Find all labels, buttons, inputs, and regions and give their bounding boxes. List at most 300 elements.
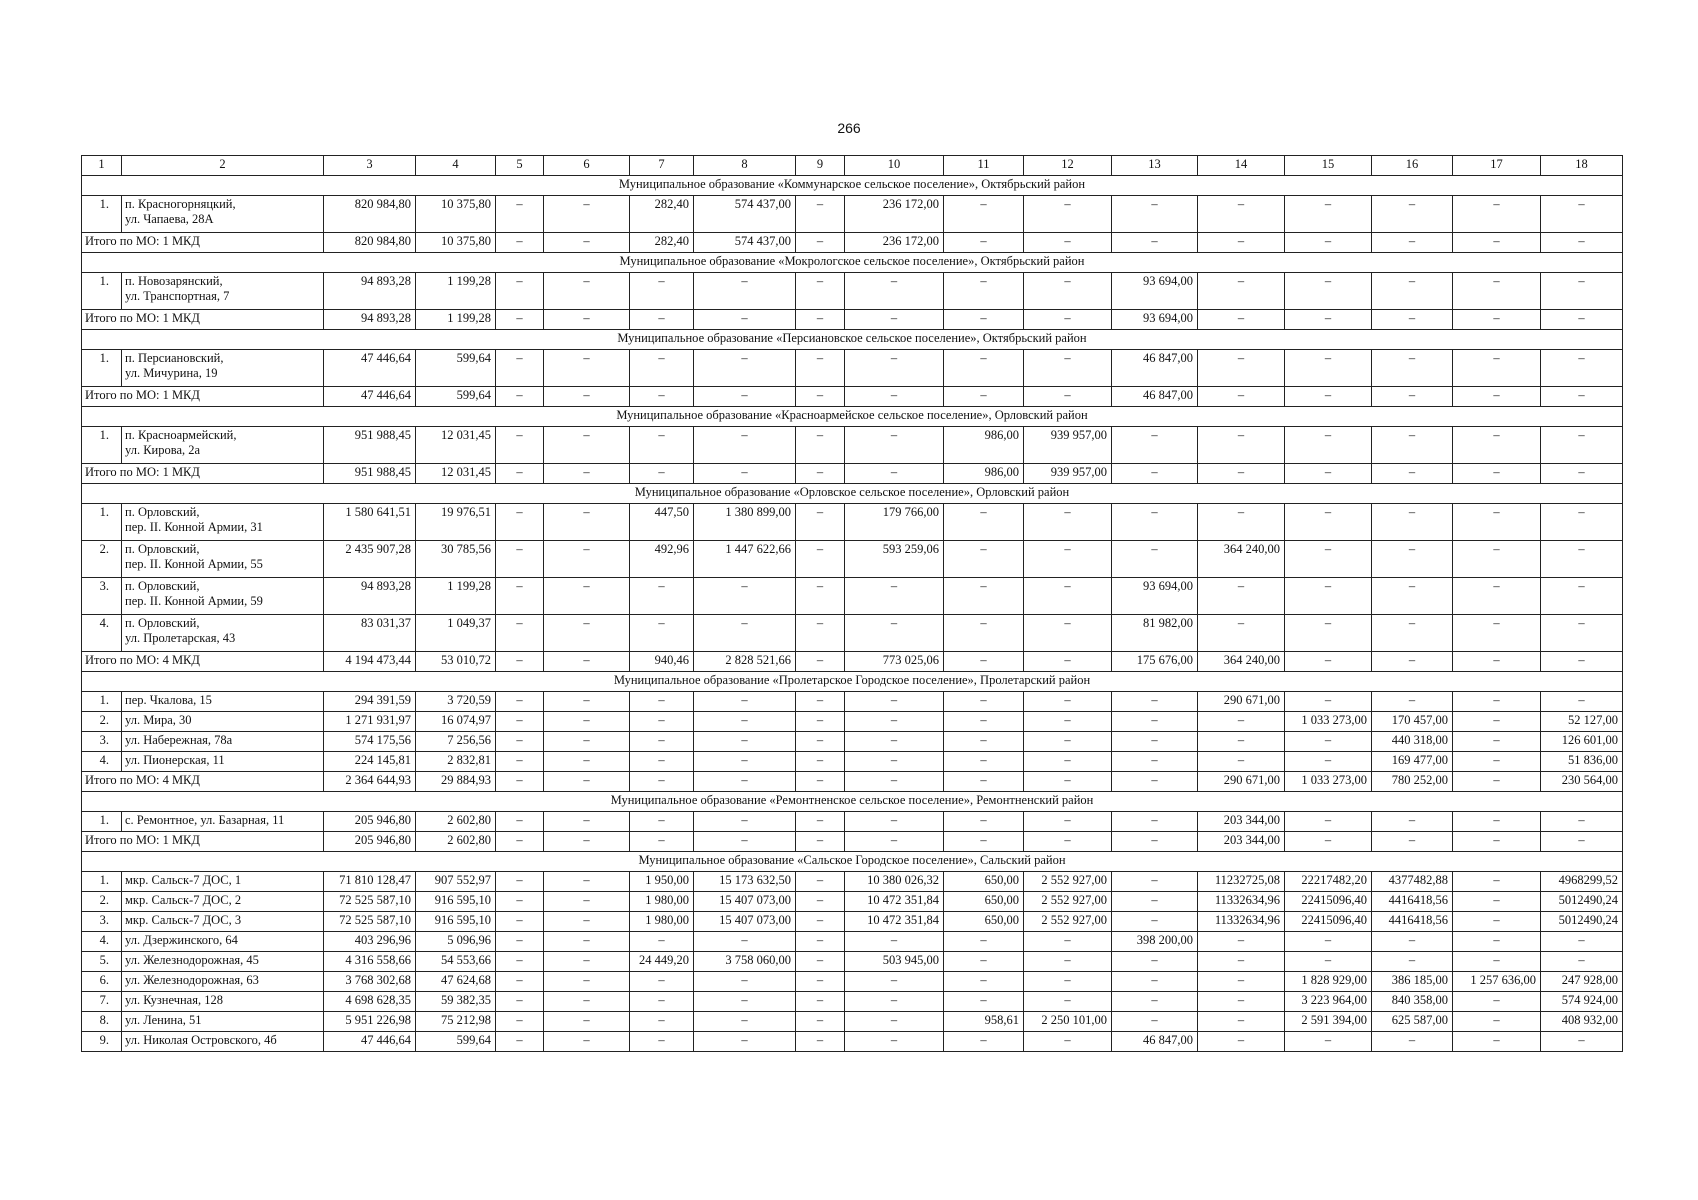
value-cell: – [544, 892, 630, 912]
row-index: 6. [82, 972, 122, 992]
total-value-cell: – [1024, 652, 1112, 672]
value-cell: – [1285, 732, 1372, 752]
row-index: 1. [82, 350, 122, 387]
value-cell: – [1024, 273, 1112, 310]
value-cell: 503 945,00 [845, 952, 944, 972]
value-cell: – [1541, 1032, 1623, 1052]
value-cell: – [544, 350, 630, 387]
value-cell: – [1198, 992, 1285, 1012]
value-cell: 650,00 [944, 892, 1024, 912]
section-title-row [82, 852, 1623, 872]
value-cell: – [1112, 504, 1198, 541]
value-cell: – [630, 992, 694, 1012]
table-row [82, 427, 1623, 464]
total-value-cell: – [1024, 387, 1112, 407]
value-cell: – [845, 712, 944, 732]
value-cell: 1 980,00 [630, 892, 694, 912]
value-cell: – [1372, 196, 1453, 233]
total-value-cell: – [944, 652, 1024, 672]
value-cell: 650,00 [944, 912, 1024, 932]
value-cell: 364 240,00 [1198, 541, 1285, 578]
total-value-cell: 940,46 [630, 652, 694, 672]
value-cell: – [944, 350, 1024, 387]
value-cell: 5 096,96 [416, 932, 496, 952]
value-cell: 2 832,81 [416, 752, 496, 772]
value-cell: – [544, 712, 630, 732]
value-cell: – [496, 952, 544, 972]
value-cell: – [796, 273, 845, 310]
section-title-row [82, 792, 1623, 812]
value-cell: – [1198, 712, 1285, 732]
value-cell: – [1112, 752, 1198, 772]
value-cell: – [544, 578, 630, 615]
total-value-cell: – [1024, 310, 1112, 330]
total-value-cell: – [694, 310, 796, 330]
value-cell: – [1198, 952, 1285, 972]
value-cell: 1 980,00 [630, 912, 694, 932]
value-cell: 10 380 026,32 [845, 872, 944, 892]
value-cell: – [1372, 504, 1453, 541]
value-cell: 46 847,00 [1112, 1032, 1198, 1052]
value-cell: – [1453, 872, 1541, 892]
total-value-cell: – [1285, 652, 1372, 672]
total-value-cell: – [944, 310, 1024, 330]
value-cell: 47 624,68 [416, 972, 496, 992]
value-cell: – [796, 912, 845, 932]
value-cell: – [1198, 732, 1285, 752]
value-cell: – [496, 273, 544, 310]
value-cell: – [845, 992, 944, 1012]
column-number-cell: 1 [82, 156, 122, 176]
value-cell: – [1198, 273, 1285, 310]
total-value-cell: – [1372, 464, 1453, 484]
total-value-cell: 2 828 521,66 [694, 652, 796, 672]
row-index: 1. [82, 872, 122, 892]
value-cell: 1 950,00 [630, 872, 694, 892]
total-value-cell: 939 957,00 [1024, 464, 1112, 484]
table-row [82, 273, 1623, 310]
value-cell: – [796, 504, 845, 541]
total-value-cell: 29 884,93 [416, 772, 496, 792]
total-value-cell: 230 564,00 [1541, 772, 1623, 792]
table-row [82, 912, 1623, 932]
table-row [82, 1032, 1623, 1052]
total-value-cell: – [630, 832, 694, 852]
value-cell: – [1024, 504, 1112, 541]
value-cell: – [1453, 812, 1541, 832]
value-cell: – [630, 932, 694, 952]
value-cell: – [1285, 952, 1372, 972]
row-index: 4. [82, 615, 122, 652]
value-cell: – [845, 932, 944, 952]
total-value-cell: 12 031,45 [416, 464, 496, 484]
total-row [82, 233, 1623, 253]
total-value-cell: – [496, 652, 544, 672]
value-cell: 4416418,56 [1372, 892, 1453, 912]
value-cell: – [496, 196, 544, 233]
value-cell: – [544, 1012, 630, 1032]
value-cell: – [1372, 578, 1453, 615]
total-value-cell: 599,64 [416, 387, 496, 407]
value-cell: – [1198, 615, 1285, 652]
value-cell: 71 810 128,47 [324, 872, 416, 892]
total-value-cell: – [1372, 310, 1453, 330]
value-cell: – [1112, 427, 1198, 464]
total-row [82, 652, 1623, 672]
total-value-cell: – [544, 387, 630, 407]
column-number-cell: 5 [496, 156, 544, 176]
value-cell: – [944, 273, 1024, 310]
value-cell: 2 435 907,28 [324, 541, 416, 578]
value-cell: – [796, 952, 845, 972]
total-value-cell: – [845, 772, 944, 792]
value-cell: – [944, 952, 1024, 972]
total-value-cell: 282,40 [630, 233, 694, 253]
value-cell: – [845, 350, 944, 387]
value-cell: – [496, 812, 544, 832]
value-cell: 840 358,00 [1372, 992, 1453, 1012]
value-cell: – [544, 952, 630, 972]
total-value-cell: 10 375,80 [416, 233, 496, 253]
total-value-cell: – [1541, 464, 1623, 484]
value-cell: 19 976,51 [416, 504, 496, 541]
total-value-cell: – [1024, 233, 1112, 253]
total-value-cell: – [845, 310, 944, 330]
value-cell: 1 271 931,97 [324, 712, 416, 732]
row-index: 1. [82, 273, 122, 310]
value-cell: – [944, 692, 1024, 712]
value-cell: 1 447 622,66 [694, 541, 796, 578]
value-cell: – [1453, 615, 1541, 652]
total-value-cell: – [496, 310, 544, 330]
column-number-cell: 12 [1024, 156, 1112, 176]
total-value-cell: – [544, 772, 630, 792]
total-label: Итого по МО: 1 МКД [82, 387, 324, 407]
value-cell: 1 033 273,00 [1285, 712, 1372, 732]
value-cell: – [630, 350, 694, 387]
value-cell: – [845, 427, 944, 464]
total-value-cell: – [1372, 387, 1453, 407]
value-cell: 4 316 558,66 [324, 952, 416, 972]
total-value-cell: 2 602,80 [416, 832, 496, 852]
value-cell: 403 296,96 [324, 932, 416, 952]
value-cell: – [630, 692, 694, 712]
value-cell: – [796, 692, 845, 712]
value-cell: – [1198, 350, 1285, 387]
value-cell: 93 694,00 [1112, 273, 1198, 310]
total-value-cell: – [544, 233, 630, 253]
total-value-cell: 47 446,64 [324, 387, 416, 407]
row-index: 8. [82, 1012, 122, 1032]
value-cell: – [1198, 932, 1285, 952]
value-cell: 2 591 394,00 [1285, 1012, 1372, 1032]
value-cell: – [1285, 692, 1372, 712]
value-cell: – [1541, 427, 1623, 464]
value-cell: – [1453, 273, 1541, 310]
address-cell: пер. Чкалова, 15 [122, 692, 324, 712]
total-value-cell: 574 437,00 [694, 233, 796, 253]
column-number-cell: 14 [1198, 156, 1285, 176]
value-cell: – [496, 1012, 544, 1032]
value-cell: – [1112, 732, 1198, 752]
value-cell: 5012490,24 [1541, 912, 1623, 932]
value-cell: – [496, 872, 544, 892]
section-title-row [82, 253, 1623, 273]
table-row [82, 892, 1623, 912]
total-value-cell: 364 240,00 [1198, 652, 1285, 672]
value-cell: – [544, 912, 630, 932]
address-cell: п. Красноармейский, ул. Кирова, 2а [122, 427, 324, 464]
total-value-cell: – [1198, 387, 1285, 407]
value-cell: 16 074,97 [416, 712, 496, 732]
value-cell: – [845, 732, 944, 752]
total-value-cell: 93 694,00 [1112, 310, 1198, 330]
value-cell: – [544, 872, 630, 892]
total-value-cell: – [1112, 832, 1198, 852]
value-cell: 11332634,96 [1198, 912, 1285, 932]
value-cell: 59 382,35 [416, 992, 496, 1012]
value-cell: – [544, 932, 630, 952]
total-value-cell: – [796, 387, 845, 407]
total-value-cell: 820 984,80 [324, 233, 416, 253]
total-row [82, 832, 1623, 852]
total-value-cell: – [1024, 772, 1112, 792]
total-value-cell: – [796, 310, 845, 330]
value-cell: 1 580 641,51 [324, 504, 416, 541]
total-value-cell: – [1372, 652, 1453, 672]
total-value-cell: – [1372, 233, 1453, 253]
value-cell: – [944, 615, 1024, 652]
value-cell: – [1285, 504, 1372, 541]
value-cell: – [496, 504, 544, 541]
value-cell: – [796, 972, 845, 992]
value-cell: – [496, 752, 544, 772]
total-value-cell: – [630, 387, 694, 407]
value-cell: – [630, 972, 694, 992]
section-title-row [82, 672, 1623, 692]
value-cell: 2 552 927,00 [1024, 912, 1112, 932]
column-number-cell: 11 [944, 156, 1024, 176]
table-row [82, 504, 1623, 541]
value-cell: – [694, 972, 796, 992]
table-row [82, 972, 1623, 992]
page-number: 266 [837, 120, 861, 136]
value-cell: – [944, 932, 1024, 952]
value-cell: – [796, 732, 845, 752]
address-cell: ул. Пионерская, 11 [122, 752, 324, 772]
value-cell: – [694, 350, 796, 387]
value-cell: 10 472 351,84 [845, 912, 944, 932]
value-cell: – [1198, 972, 1285, 992]
address-cell: мкр. Сальск-7 ДОС, 2 [122, 892, 324, 912]
total-label: Итого по МО: 4 МКД [82, 652, 324, 672]
value-cell: – [1453, 1012, 1541, 1032]
value-cell: 10 472 351,84 [845, 892, 944, 912]
value-cell: – [944, 1032, 1024, 1052]
value-cell: 22415096,40 [1285, 892, 1372, 912]
value-cell: – [1024, 692, 1112, 712]
row-index: 3. [82, 578, 122, 615]
value-cell: – [796, 712, 845, 732]
value-cell: 574 437,00 [694, 196, 796, 233]
total-label: Итого по МО: 1 МКД [82, 832, 324, 852]
value-cell: – [1453, 578, 1541, 615]
value-cell: – [1541, 196, 1623, 233]
section-title: Муниципальное образование «Персиановское сельское поселение», Октябрьский район [82, 330, 1623, 350]
address-cell: ул. Ленина, 51 [122, 1012, 324, 1032]
value-cell: 75 212,98 [416, 1012, 496, 1032]
value-cell: 958,61 [944, 1012, 1024, 1032]
value-cell: – [1453, 912, 1541, 932]
table-row [82, 692, 1623, 712]
value-cell: – [496, 972, 544, 992]
value-cell: – [1372, 541, 1453, 578]
column-number-cell: 2 [122, 156, 324, 176]
value-cell: – [630, 615, 694, 652]
value-cell: 170 457,00 [1372, 712, 1453, 732]
value-cell: 2 602,80 [416, 812, 496, 832]
value-cell: – [1541, 952, 1623, 972]
table-row [82, 350, 1623, 387]
value-cell: – [1372, 427, 1453, 464]
value-cell: – [496, 1032, 544, 1052]
value-cell: – [1372, 1032, 1453, 1052]
value-cell: – [496, 615, 544, 652]
value-cell: – [1541, 692, 1623, 712]
value-cell: – [1024, 350, 1112, 387]
value-cell: 282,40 [630, 196, 694, 233]
value-cell: – [694, 578, 796, 615]
total-value-cell: – [1453, 772, 1541, 792]
value-cell: – [845, 273, 944, 310]
value-cell: 72 525 587,10 [324, 892, 416, 912]
value-cell: 205 946,80 [324, 812, 416, 832]
value-cell: – [694, 427, 796, 464]
value-cell: 52 127,00 [1541, 712, 1623, 732]
column-number-cell: 13 [1112, 156, 1198, 176]
value-cell: 2 250 101,00 [1024, 1012, 1112, 1032]
value-cell: – [1453, 427, 1541, 464]
total-value-cell: – [694, 832, 796, 852]
row-index: 4. [82, 932, 122, 952]
total-label: Итого по МО: 1 МКД [82, 464, 324, 484]
value-cell: – [496, 350, 544, 387]
total-value-cell: – [1112, 233, 1198, 253]
value-cell: – [1285, 350, 1372, 387]
value-cell: – [796, 892, 845, 912]
total-value-cell: – [1285, 233, 1372, 253]
value-cell: – [944, 732, 1024, 752]
row-index: 3. [82, 912, 122, 932]
value-cell: – [694, 992, 796, 1012]
column-number-cell: 18 [1541, 156, 1623, 176]
total-value-cell: – [1453, 464, 1541, 484]
value-cell: – [845, 752, 944, 772]
value-cell: – [544, 1032, 630, 1052]
value-cell: – [1112, 812, 1198, 832]
value-cell: 126 601,00 [1541, 732, 1623, 752]
value-cell: – [1372, 932, 1453, 952]
total-label: Итого по МО: 1 МКД [82, 233, 324, 253]
value-cell: – [1198, 504, 1285, 541]
value-cell: – [1198, 1012, 1285, 1032]
table-row [82, 1012, 1623, 1032]
column-number-cell: 9 [796, 156, 845, 176]
column-number-cell: 3 [324, 156, 416, 176]
value-cell: 30 785,56 [416, 541, 496, 578]
value-cell: – [1372, 952, 1453, 972]
value-cell: – [1453, 992, 1541, 1012]
value-cell: – [630, 752, 694, 772]
total-value-cell: – [1541, 832, 1623, 852]
total-value-cell: – [1541, 310, 1623, 330]
value-cell: 203 344,00 [1198, 812, 1285, 832]
value-cell: – [1024, 972, 1112, 992]
address-cell: п. Орловский, пер. II. Конной Армии, 59 [122, 578, 324, 615]
value-cell: – [944, 196, 1024, 233]
value-cell: 236 172,00 [845, 196, 944, 233]
value-cell: 5012490,24 [1541, 892, 1623, 912]
value-cell: – [1112, 541, 1198, 578]
total-row [82, 387, 1623, 407]
value-cell: – [496, 427, 544, 464]
value-cell: – [1112, 872, 1198, 892]
address-cell: ул. Дзержинского, 64 [122, 932, 324, 952]
value-cell: – [544, 196, 630, 233]
total-value-cell: 46 847,00 [1112, 387, 1198, 407]
value-cell: – [1285, 932, 1372, 952]
address-cell: п. Персиановский, ул. Мичурина, 19 [122, 350, 324, 387]
value-cell: – [1372, 350, 1453, 387]
value-cell: 1 257 636,00 [1453, 972, 1541, 992]
row-index: 1. [82, 812, 122, 832]
total-value-cell: – [1453, 387, 1541, 407]
value-cell: – [1541, 504, 1623, 541]
value-cell: – [796, 541, 845, 578]
value-cell: – [694, 712, 796, 732]
value-cell: – [1453, 932, 1541, 952]
total-row [82, 310, 1623, 330]
value-cell: 15 407 073,00 [694, 892, 796, 912]
value-cell: – [1453, 732, 1541, 752]
value-cell: 290 671,00 [1198, 692, 1285, 712]
value-cell: 4416418,56 [1372, 912, 1453, 932]
value-cell: 10 375,80 [416, 196, 496, 233]
total-value-cell: 986,00 [944, 464, 1024, 484]
value-cell: – [1453, 892, 1541, 912]
table-row [82, 541, 1623, 578]
total-value-cell: 780 252,00 [1372, 772, 1453, 792]
value-cell: – [544, 504, 630, 541]
value-cell: 939 957,00 [1024, 427, 1112, 464]
value-cell: – [496, 541, 544, 578]
address-cell: ул. Кузнечная, 128 [122, 992, 324, 1012]
total-value-cell: 773 025,06 [845, 652, 944, 672]
table-row [82, 615, 1623, 652]
value-cell: – [544, 427, 630, 464]
value-cell: – [1453, 952, 1541, 972]
value-cell: 3 758 060,00 [694, 952, 796, 972]
total-value-cell: – [944, 772, 1024, 792]
total-value-cell: – [796, 464, 845, 484]
value-cell: – [694, 732, 796, 752]
value-cell: – [1024, 732, 1112, 752]
total-value-cell: – [796, 652, 845, 672]
value-cell: – [496, 932, 544, 952]
value-cell: 247 928,00 [1541, 972, 1623, 992]
value-cell: – [544, 273, 630, 310]
value-cell: – [544, 692, 630, 712]
